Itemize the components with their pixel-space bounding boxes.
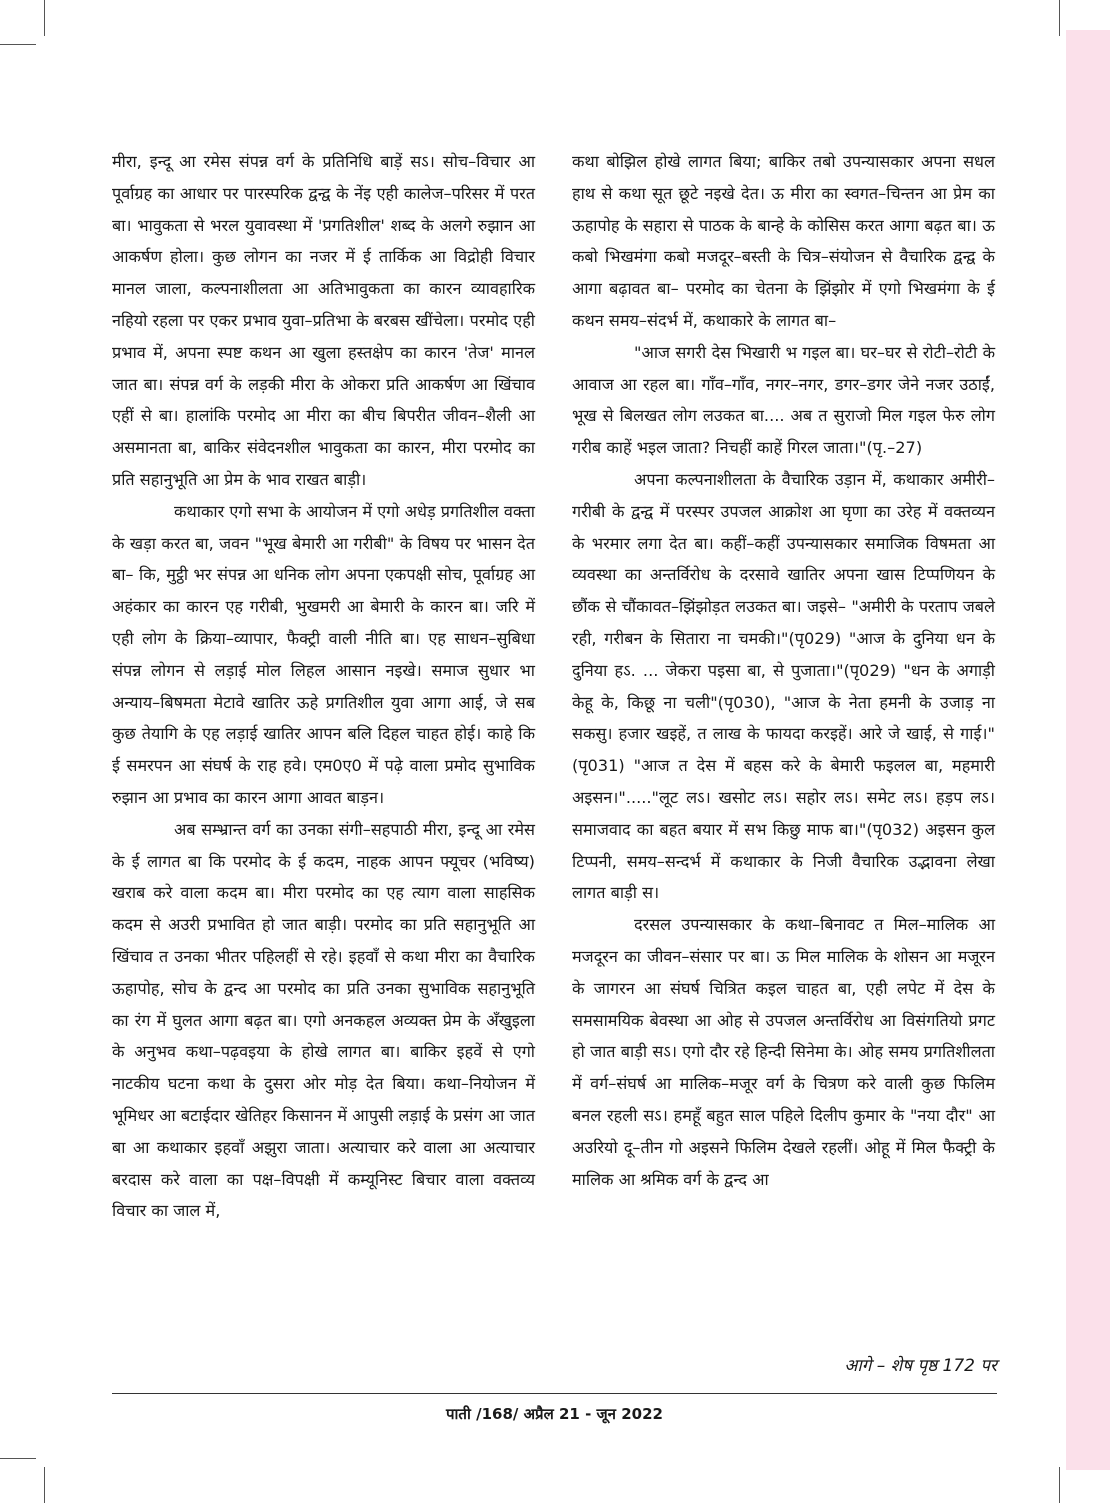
right-text-column — [572, 146, 995, 1195]
paragraph: कथाकार एगो सभा के आयोजन में एगो अधेड़ प्रगतिशील वक्ता के खड़ा करत बा, जवन "भूख बेमारी आ गरीबी" के विषय पर भासन देत बा– कि, मुट्ठी भर संपन्न आ धनिक लोग अपना एकपक्षी सोच, पूर्वाग्रह आ अहंकार का कारन एह गरीबी, भुखमरी आ बेमारी के कारन बा। जरि में एही लोग के क्रिया–व्यापार, फैक्ट्री वाली नीति बा। एह साधन–सुबिधा संपन्न लोगन से लड़ाई मोल लिहल आसान नइखे। समाज सुधार भा अन्याय–बिषमता मेटावे खातिर ऊहे प्रगतिशील युवा आगा आई, जे सब कुछ तेयागि के एह लड़ाई खातिर आपन बलि दिहल चाहत होई। काहे कि ई समरपन आ संघर्ष के राह हवे। एम0ए0 में पढ़े वाला प्रमोद सुभाविक रुझान आ प्रभाव का कारन आगा आवत बाड़न। — [112, 501, 535, 807]
paragraph: कथा बोझिल होखे लागत बिया; बाकिर तबो उपन्यासकार अपना सधल हाथ से कथा सूत छूटे नइखे देत। ऊ मीरा का स्वगत–चिन्तन आ प्रेम का ऊहापोह के सहारा से पाठक के बान्हे के कोसिस करत आगा बढ़त बा। ऊ कबो भिखमंगा कबो मजदूर–बस्ती के चित्र–संयोजन से वैचारिक द्वन्द्व के आगा बढ़ावत बा– परमोद का चेतना के झिंझोर में एगो भिखमंगा के ई कथन समय–संदर्भ में, कथाकारे के लागत बा– — [572, 152, 995, 330]
page-footer: पाती /168/ अप्रैल 21 - जून 2022 — [446, 1405, 663, 1423]
crop-mark-top-right-v — [1059, 0, 1060, 36]
paragraph: अपना कल्पनाशीलता के वैचारिक उड़ान में, कथाकार अमीरी–गरीबी के द्वन्द्व में परस्पर उपजल आक्रोश आ घृणा का उरेह में वक्तव्यन के भरमार लगा देत बा। कहीं–कहीं उपन्यासकार समाजिक विषमता आ व्यवस्था का अन्तर्विरोध के दरसावे खातिर अपना खास टिप्पणियन के छौंक से चौंकावत–झिंझोड़त लउकत बा। जइसे– "अमीरी के परताप जबले रही, गरीबन के सितारा ना चमकी।"(पृ029) "आज के दुनिया धन के दुनिया हऽ. ... जेकरा पइसा बा, से पुजाता।"(पृ029) "धन के अगाड़ी केहू के, किछू ना चली"(पृ030), "आज के नेता हमनी के उजाड़ ना सकसु। हजार खइहें, त लाख के फायदा करइहें। आरे जे खाई, से गाई।"(पृ031) "आज त देस में बहस करे के बेमारी फइलल बा, महमारी अइसन।"....."लूट लऽ। खसोट लऽ। सहोर लऽ। समेट लऽ। हड़प लऽ। समाजवाद का बहत बयार में सभ किछु माफ बा।"(पृ032) अइसन कुल टिप्पनी, समय–सन्दर्भ में कथाकार के निजी वैचारिक उद्भावना लेखा लागत बाड़ी स। — [572, 469, 995, 903]
paragraph: अब सम्भ्रान्त वर्ग का उनका संगी–सहपाठी मीरा, इन्दू आ रमेस के ई लागत बा कि परमोद के ई कदम, नाहक आपन फ्यूचर (भविष्य) खराब करे वाला कदम बा। मीरा परमोद का एह त्याग वाला साहसिक कदम से अउरी प्रभावित हो जात बाड़ी। परमोद का प्रति सहानुभूति आ खिंचाव त उनका भीतर पहिलहीं से रहे। इहवाँ से कथा मीरा का वैचारिक ऊहापोह, सोच के द्वन्द आ परमोद का प्रति उनका सुभाविक सहानुभूति का रंग में घुलत आगा बढ़त बा। एगो अनकहल अव्यक्त प्रेम के अँखुइला के अनुभव कथा–पढ़वइया के होखे लागत बा। बाकिर इहवें से एगो नाटकीय घटना कथा के दुसरा ओर मोड़ देत बिया। कथा–नियोजन में भूमिधर आ बटाईदार खेतिहर किसानन में आपुसी लड़ाई के प्रसंग आ जात बा आ कथाकार इहवाँ अझुरा जाता। अत्याचार करे वाला आ अत्याचार बरदास करे वाला का पक्ष–विपक्षी में कम्यूनिस्ट बिचार वाला वक्तव्य विचार का जाल में, — [112, 819, 535, 1221]
page-margin-band — [1066, 30, 1110, 1470]
crop-mark-bottom-right-v — [1059, 1467, 1060, 1503]
crop-mark-bottom-left-h — [0, 1458, 36, 1459]
crop-mark-top-left-h — [0, 44, 36, 45]
continued-on-note: आगे – शेष पृष्ठ 172 पर — [844, 1356, 997, 1376]
crop-mark-top-left-v — [44, 0, 45, 36]
crop-mark-bottom-left-v — [44, 1467, 45, 1503]
left-text-column — [112, 146, 535, 1227]
paragraph: मीरा, इन्दू आ रमेस संपन्न वर्ग के प्रतिनिधि बाड़ें सऽ। सोच–विचार आ पूर्वाग्रह का आधार पर पारस्परिक द्वन्द्व के नेंइ एही कालेज–परिसर में परत बा। भावुकता से भरल युवावस्था में 'प्रगतिशील' शब्द के अलगे रुझान आ आकर्षण होला। कुछ लोगन का नजर में ई तार्किक आ विद्रोही विचार मानल जाला, कल्पनाशीलता आ अतिभावुकता का कारन व्यावहारिक नहियो रहला पर एकर प्रभाव युवा–प्रतिभा के बरबस खींचेला। परमोद एही प्रभाव में, अपना स्पष्ट कथन आ खुला हस्तक्षेप का कारन 'तेज' मानल जात बा। संपन्न वर्ग के लड़की मीरा के ओकरा प्रति आकर्षण आ खिंचाव एहीं से बा। हालांकि परमोद आ मीरा का बीच बिपरीत जीवन–शैली आ असमानता बा, बाकिर संवेदनशील भावुकता का कारन, मीरा परमोद का प्रति सहानुभूति आ प्रेम के भाव राखत बाड़ी। — [112, 152, 535, 489]
quote-paragraph: "आज सगरी देस भिखारी भ गइल बा। घर–घर से रोटी–रोटी के आवाज आ रहल बा। गाँव–गाँव, नगर–नगर, डगर–डगर जेने नजर उठाईं, भूख से बिलखत लोग लउकत बा.... अब त सुराजो मिल गइल फेरु लोग गरीब काहें भइल जाता? निचहीं काहें गिरल जाता।"(पृ.–27) — [572, 342, 995, 458]
paragraph: दरसल उपन्यासकार के कथा–बिनावट त मिल–मालिक आ मजदूरन का जीवन–संसार पर बा। ऊ मिल मालिक के शोसन आ मजूरन के जागरन आ संघर्ष चित्रित कइल चाहत बा, एही लपेट में देस के समसामयिक बेवस्था आ ओह से उपजल अन्तर्विरोध आ विसंगतियो प्रगट हो जात बाड़ी सऽ। एगो दौर रहे हिन्दी सिनेमा के। ओह समय प्रगतिशीलता में वर्ग–संघर्ष आ मालिक–मजूर वर्ग के चित्रण करे वाली कुछ फिलिम बनल रहली सऽ। हमहूँ बहुत साल पहिले दिलीप कुमार के "नया दौर" आ अउरियो दू–तीन गो अइसने फिलिम देखले रहलीं। ओहू में मिल फैक्ट्री के मालिक आ श्रमिक वर्ग के द्वन्द आ — [572, 915, 995, 1189]
footer-rule — [112, 1393, 997, 1394]
